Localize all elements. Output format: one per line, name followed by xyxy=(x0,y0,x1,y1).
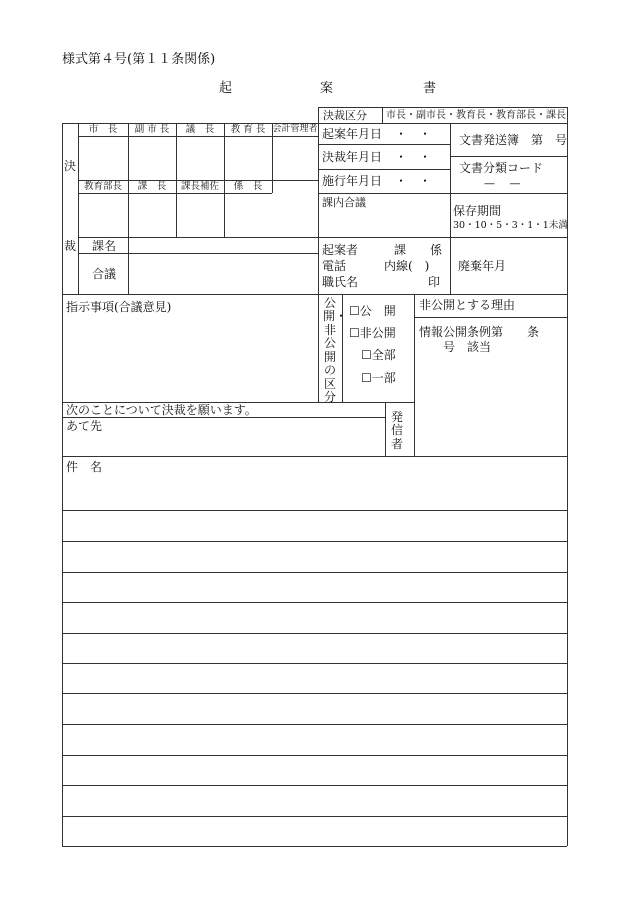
dept-label: 課名 xyxy=(92,239,117,253)
title-char-1: 起 xyxy=(219,81,233,96)
ordinance-line-1: 情報公開条例第 条 xyxy=(419,325,540,339)
decision-class-value: 市長・副市長・教育長・教育部長・課長 xyxy=(386,110,566,121)
phone-label: 電話 xyxy=(322,259,347,273)
seal-mark: 印 xyxy=(428,275,441,289)
option-private-checkbox[interactable]: ☐非公開 xyxy=(349,326,396,340)
draft-date-dots: ・ ・ xyxy=(395,127,432,141)
title-char-3: 書 xyxy=(423,81,437,96)
sig-header-superintendent: 教 育 長 xyxy=(230,124,266,135)
sender-label: 発信者 xyxy=(390,410,403,451)
drafter-section: 課 係 xyxy=(394,243,443,257)
consult-label: 合議 xyxy=(92,267,117,281)
disclosure-category-label: 公開・非公開の区分 xyxy=(323,296,348,405)
instructions-label: 指示事項(合議意見) xyxy=(66,300,172,314)
sig-header-deputy-chief: 課長補佐 xyxy=(180,181,219,192)
disposal-label: 廃棄年月 xyxy=(458,259,507,273)
nondisclosure-reason-label: 非公開とする理由 xyxy=(419,298,516,312)
decision-class-label: 決裁区分 xyxy=(323,109,367,122)
drafter-label: 起案者 xyxy=(322,243,359,257)
form-number: 様式第４号(第１１条関係) xyxy=(62,52,216,67)
enforce-date-dots: ・ ・ xyxy=(395,174,432,188)
retention-label: 保存期間 xyxy=(453,204,502,218)
internal-consult-label: 課内合議 xyxy=(322,196,366,209)
doc-class-code-dash: — — xyxy=(484,177,521,190)
decision-date-dots: ・ ・ xyxy=(395,150,432,164)
addressee-label: あて先 xyxy=(66,419,103,433)
doc-class-code-label: 文書分類コード xyxy=(459,161,544,175)
sig-header-mayor: 市 長 xyxy=(88,124,118,135)
option-public-checkbox[interactable]: ☐公 開 xyxy=(349,304,396,318)
ordinance-line-2: 号 該当 xyxy=(443,340,492,354)
decision-date-label: 決裁年月日 xyxy=(322,150,383,164)
sig-header-section-chief: 課 長 xyxy=(137,181,167,192)
request-statement: 次のことについて決裁を願います。 xyxy=(66,403,257,417)
draft-date-label: 起案年月日 xyxy=(322,127,383,141)
sig-header-subsection-chief: 係 長 xyxy=(233,181,263,192)
sig-header-deputy-mayor: 副 市 長 xyxy=(134,124,170,135)
option-full-checkbox[interactable]: ☐全部 xyxy=(361,348,396,362)
side-label-sai: 裁 xyxy=(64,239,77,253)
option-partial-checkbox[interactable]: ☐一部 xyxy=(361,371,396,385)
title-char-2: 案 xyxy=(320,81,334,96)
extension-label: 内線( ) xyxy=(384,259,430,273)
sig-header-accounting: 会計管理者 xyxy=(272,124,318,134)
sig-header-edu-director: 教育部長 xyxy=(83,181,122,192)
subject-label: 件 名 xyxy=(66,460,103,474)
enforce-date-label: 施行年月日 xyxy=(322,174,383,188)
side-label-ketsu: 決 xyxy=(64,159,77,173)
sig-header-chair: 議 長 xyxy=(185,124,215,135)
name-label: 職氏名 xyxy=(322,275,359,289)
dispatch-register: 文書発送簿 第 号 xyxy=(459,133,568,147)
retention-values: 30・10・5・3・1・1未満 xyxy=(453,220,568,231)
